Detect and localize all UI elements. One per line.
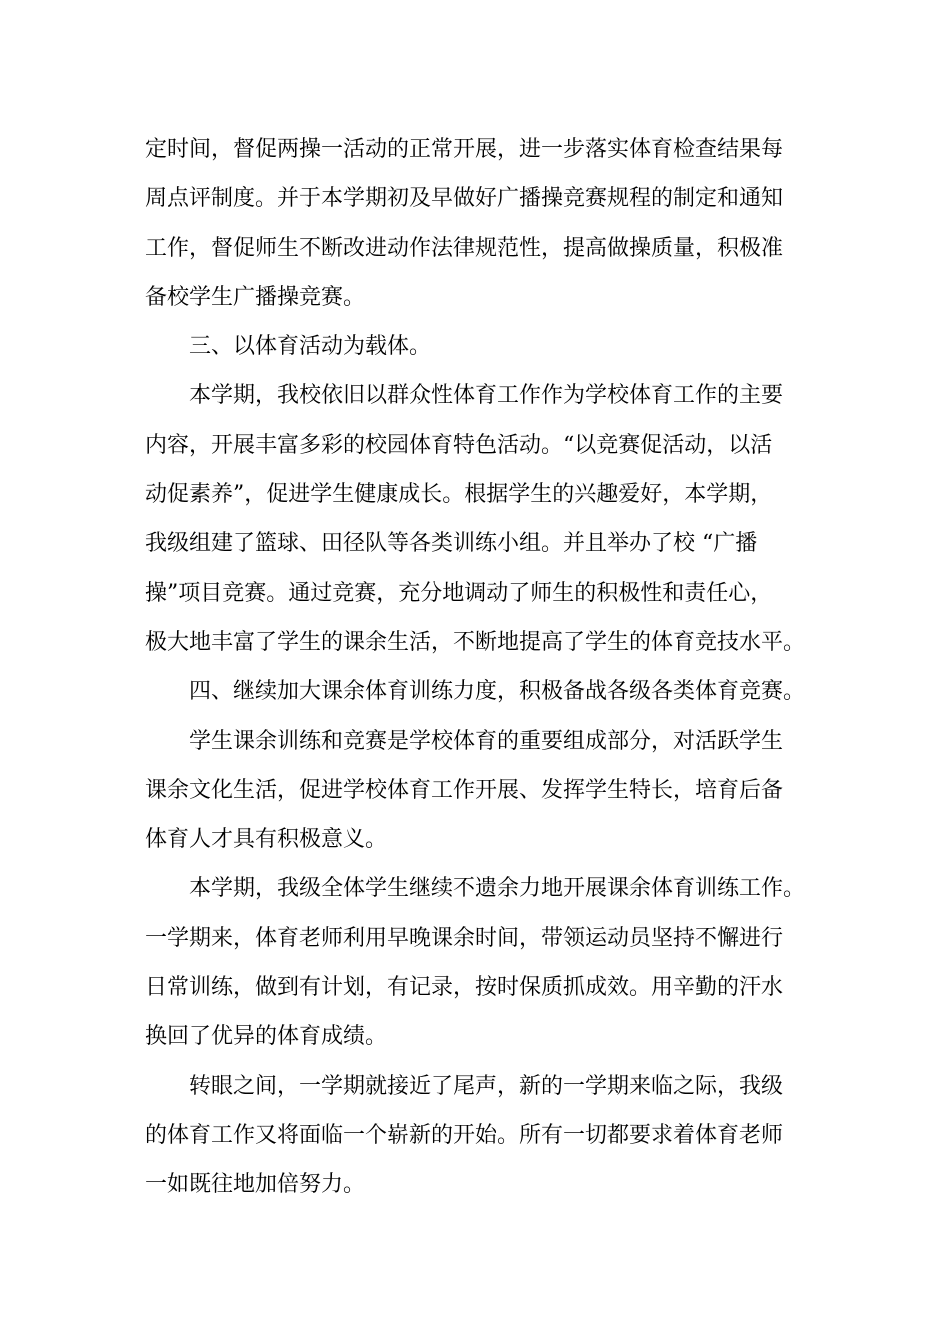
section-heading: 三、以体育活动为载体。 — [189, 334, 432, 360]
text-line: 周点评制度。并于本学期初及早做好广播操竞赛规程的制定和通知 — [145, 186, 784, 212]
section-heading: 四、继续加大课余体育训练力度，积极备战各级各类体育竞赛。 — [189, 679, 806, 705]
text-line: 极大地丰富了学生的课余生活，不断地提高了学生的体育竞技水平。 — [145, 629, 806, 655]
text-line: 学生课余训练和竞赛是学校体育的重要组成部分，对活跃学生 — [189, 728, 784, 754]
text-line: 一如既往地加倍努力。 — [145, 1172, 366, 1198]
text-line: 动促素养”，促进学生健康成长。根据学生的兴趣爱好，本学期， — [145, 482, 773, 508]
text-line: 工作，督促师生不断改进动作法律规范性，提高做操质量，积极准 — [145, 235, 784, 261]
text-line: 我级组建了篮球、田径队等各类训练小组。并且举办了校 “广播 — [145, 531, 758, 557]
text-line: 一学期来，体育老师利用早晚课余时间，带领运动员坚持不懈进行 — [145, 925, 784, 951]
text-line: 本学期，我校依旧以群众性体育工作作为学校体育工作的主要 — [189, 383, 784, 409]
text-line: 的体育工作又将面临一个崭新的开始。所有一切都要求着体育老师 — [145, 1122, 784, 1148]
text-line: 操”项目竞赛。通过竞赛，充分地调动了师生的积极性和责任心， — [145, 580, 773, 606]
text-line: 课余文化生活，促进学校体育工作开展、发挥学生特长，培育后备 — [145, 777, 784, 803]
text-line: 体育人才具有积极意义。 — [145, 827, 388, 853]
body-text — [145, 125, 825, 1210]
text-line: 备校学生广播操竞赛。 — [145, 284, 366, 310]
text-line: 内容，开展丰富多彩的校园体育特色活动。“以竞赛促活动，以活 — [145, 432, 773, 458]
text-line: 日常训练，做到有计划，有记录，按时保质抓成效。用辛勤的汗水 — [145, 975, 784, 1001]
text-line: 本学期，我级全体学生继续不遗余力地开展课余体育训练工作。 — [189, 876, 806, 902]
text-line: 转眼之间，一学期就接近了尾声，新的一学期来临之际，我级 — [189, 1073, 784, 1099]
text-line: 换回了优异的体育成绩。 — [145, 1024, 388, 1050]
text-line: 定时间，督促两操一活动的正常开展，进一步落实体育检查结果每 — [145, 137, 784, 162]
